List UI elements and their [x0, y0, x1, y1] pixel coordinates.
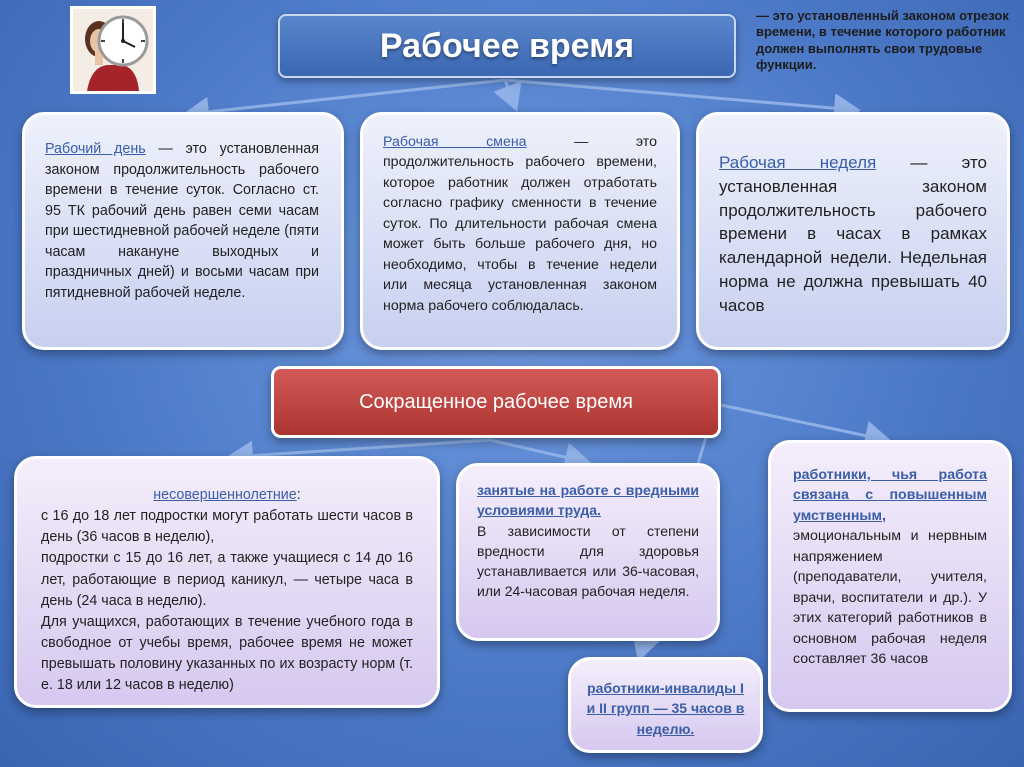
- arrow-to-day: [188, 80, 505, 114]
- arrow-to-week: [505, 80, 855, 110]
- working-shift-term: Рабочая смена: [383, 134, 527, 150]
- arrow-to-harmful: [490, 440, 586, 462]
- working-day-card: [22, 112, 344, 350]
- arrow-to-minors: [232, 440, 490, 457]
- minors-paragraph-2: подростки с 15 до 16 лет, а также учащиеся с 14 до 16 лет, работающие в период каникул, — четыре часа в день (24 часа в неделю).: [41, 550, 413, 609]
- minors-card: [14, 456, 440, 708]
- working-time-definition: — это установленный законом отрезок времени, в течение которого работник должен выполнять свои трудовые функции.: [756, 8, 1009, 72]
- page-title: Рабочее время: [278, 14, 736, 78]
- arrow-to-shift: [505, 80, 515, 106]
- working-shift-card: [360, 112, 680, 350]
- working-week-term: Рабочая неделя: [719, 153, 877, 172]
- disabled-term: работники-инвалиды I и II групп — 35 часов в неделю.: [586, 680, 745, 737]
- harmful-term: занятые на работе с вредными условиями труда.: [477, 482, 699, 519]
- disabled-workers-card: [568, 657, 763, 753]
- mental-strain-card: [768, 440, 1012, 712]
- mental-term: работники, чья работа связана с повышенным умственным,: [793, 467, 987, 524]
- minors-term: несовершеннолетние: [153, 487, 297, 503]
- working-day-text: — это установленная законом продолжительность рабочего времени в течение суток. Согласно ст. 95 ТК рабочий день равен семи часам при шестидневной рабочей неделе (пяти часам накануне выходных и праздничных дней) и восьми часам при пятидневной рабочей неделе.: [45, 141, 320, 302]
- woman-clock-photo: [70, 6, 156, 94]
- working-week-text: — это установленная законом продолжительность рабочего времени в часах в рамках календарной недели. Недельная норма не должна превышать 40 часов: [719, 153, 987, 315]
- working-shift-text: — это продолжительность рабочего времени, которое работник должен отработать согласно графику сменности в течение суток. По длительности рабочая смена может быть больше рабочего дня, но необходимо, чтобы в течение недели или месяца установленная законом норма рабочего соблюдалась.: [383, 134, 657, 314]
- working-week-card: [696, 112, 1010, 350]
- harmful-conditions-card: [456, 463, 720, 641]
- mental-text: эмоциональным и нервным напряжением (преподаватели, учителя, врачи, воспитатели и др.). У этих категорий работников в основном рабочая неделя составляет 36 часов: [793, 528, 987, 667]
- reduced-time-heading: Сокращенное рабочее время: [271, 366, 721, 438]
- harmful-text: В зависимости от степени вредности для здоровья устанавливается или 36-часовая, или 24-часовая рабочая неделя.: [477, 522, 699, 600]
- working-day-term: Рабочий день: [45, 141, 146, 157]
- minors-paragraph-3: Для учащихся, работающих в течение учебного года в свободное от учебы время, рабочее время не может превышать половину указанных по их возрасту норм (т. е. 18 или 12 часов в неделю): [41, 613, 413, 694]
- arrow-to-mental: [716, 404, 886, 440]
- woman-holding-clock-icon: [73, 9, 153, 91]
- minors-paragraph-1: с 16 до 18 лет подростки могут работать шести часов в день (36 часов в неделю),: [41, 508, 413, 546]
- minors-heading: несовершеннолетние:: [153, 487, 301, 503]
